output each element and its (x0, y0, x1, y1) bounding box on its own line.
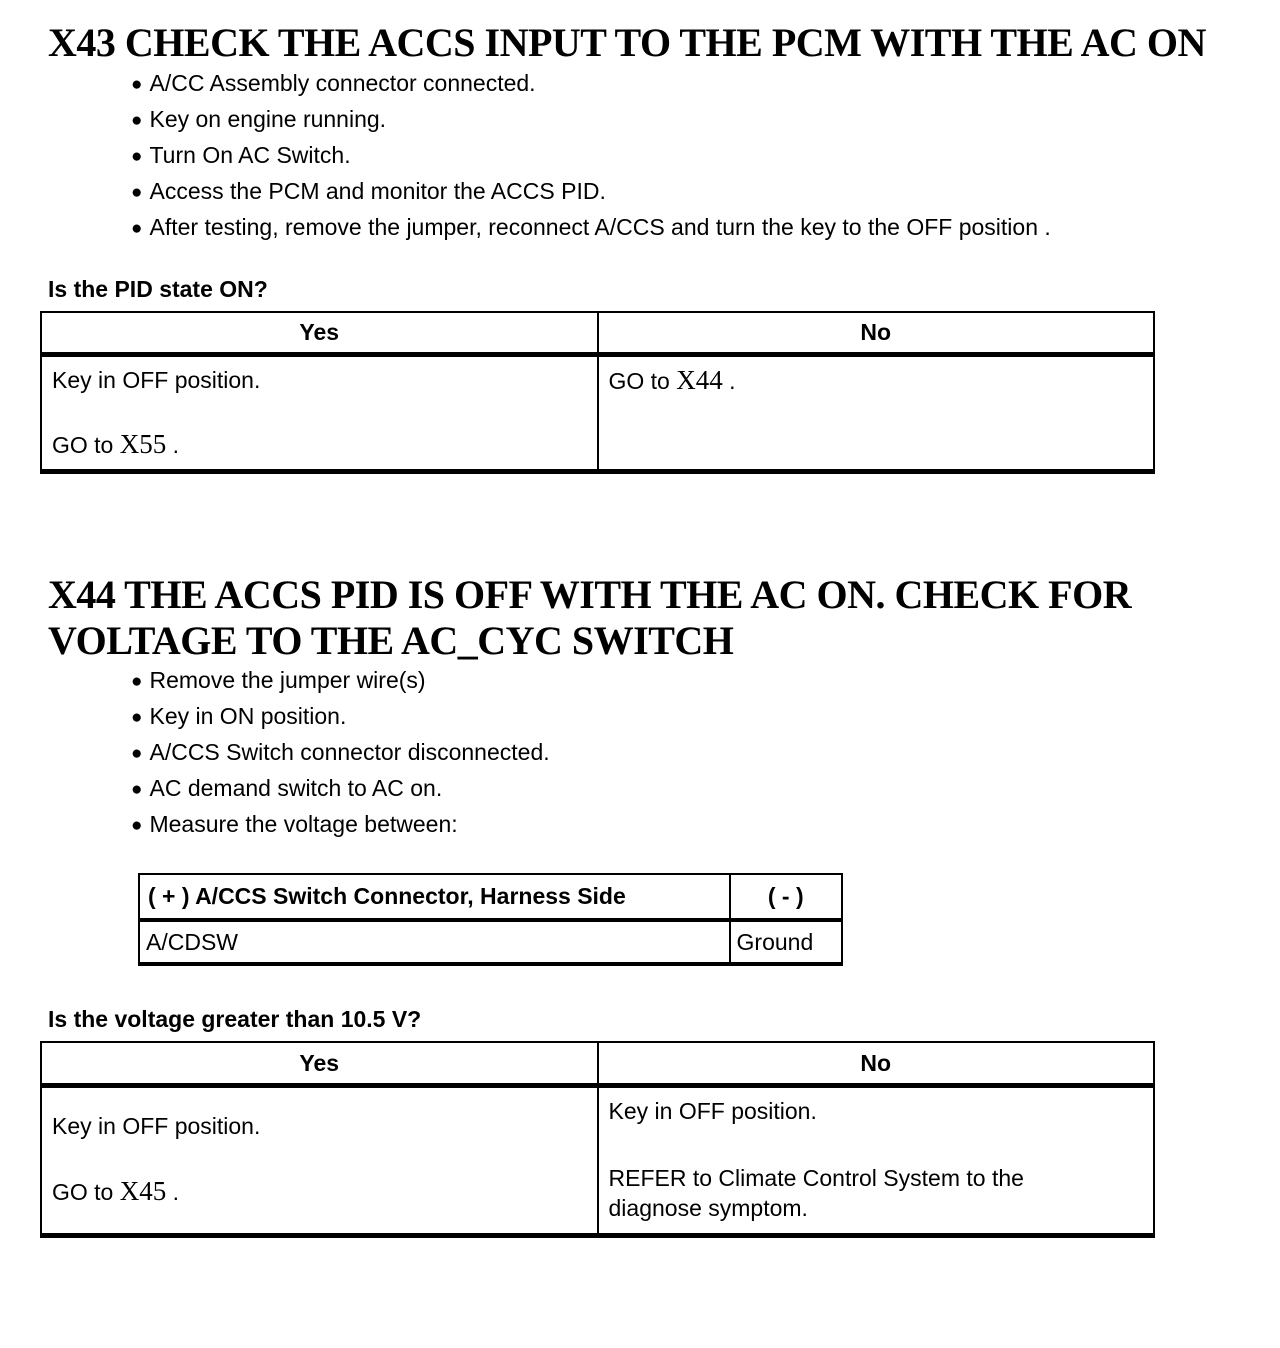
instruction-text: After testing, remove the jumper, reconnect A/CCS and turn the key to the OFF position . (149, 213, 1051, 240)
yes-result-cell (41, 355, 598, 472)
bullet-icon: ● (131, 217, 143, 239)
yes-result-cell (41, 1085, 598, 1235)
instruction-text: Turn On AC Switch. (149, 141, 351, 168)
decision-table-header-row (41, 1042, 1154, 1085)
bullet-icon: ● (131, 109, 143, 131)
yes-action-text: Key in OFF position. (52, 1112, 261, 1139)
instruction-text: Measure the voltage between: (149, 811, 458, 838)
instruction-text: A/CC Assembly connector connected. (149, 69, 536, 96)
no-result-cell (598, 1085, 1155, 1235)
measurement-body-row (139, 920, 842, 964)
instruction-item (131, 174, 1280, 210)
instruction-item (131, 210, 1280, 246)
instruction-item (131, 138, 1280, 174)
bullet-icon: ● (131, 779, 143, 801)
no-refer-text: REFER to Climate Control System to the diagnose symptom. (608, 1164, 1024, 1221)
x43-decision-table (40, 311, 1155, 475)
yes-column-header: Yes (41, 312, 598, 355)
instruction-text: Key on engine running. (149, 105, 387, 132)
yes-column-header: Yes (41, 1042, 598, 1085)
no-column-header: No (598, 312, 1155, 355)
x44-decision-table (40, 1041, 1155, 1238)
decision-table-header-row (41, 312, 1154, 355)
bullet-icon: ● (131, 815, 143, 837)
step-x44-title: X44 THE ACCS PID IS OFF WITH THE AC ON. CHECK FOR VOLTAGE TO THE AC_CYC SWITCH (48, 572, 1132, 663)
no-result-cell (598, 355, 1155, 472)
no-action-text: Key in OFF position. (608, 1097, 817, 1124)
x44-question: Is the voltage greater than 10.5 V? (48, 1006, 422, 1033)
go-to-x55-link[interactable]: X55 (119, 429, 167, 460)
voltage-measurement-table (138, 873, 843, 966)
bullet-icon: ● (131, 145, 143, 167)
bullet-icon: ● (131, 181, 143, 203)
negative-lead-header: ( - ) (730, 874, 842, 920)
negative-lead-value: Ground (730, 920, 842, 964)
x44-instruction-list (0, 663, 1280, 843)
step-x43-title: X43 CHECK THE ACCS INPUT TO THE PCM WITH THE AC ON (48, 20, 1206, 65)
go-suffix: . (172, 432, 180, 459)
instruction-item (131, 66, 1280, 102)
go-to-x44-link[interactable]: X44 (676, 365, 723, 396)
go-suffix: . (172, 1178, 180, 1205)
no-column-header: No (598, 1042, 1155, 1085)
instruction-text: A/CCS Switch connector disconnected. (149, 739, 550, 766)
go-prefix: GO to (52, 432, 114, 459)
instruction-item (131, 771, 1280, 807)
go-to-x45-link[interactable]: X45 (119, 1175, 167, 1206)
instruction-item (131, 735, 1280, 771)
bullet-icon: ● (131, 707, 143, 729)
instruction-item (131, 699, 1280, 735)
instruction-item (131, 663, 1280, 699)
no-go-line (609, 367, 1144, 395)
x43-instruction-list (0, 66, 1280, 246)
instruction-item (131, 102, 1280, 138)
instruction-text: Remove the jumper wire(s) (149, 667, 426, 694)
go-prefix: GO to (608, 368, 670, 395)
instruction-item (131, 807, 1280, 843)
yes-action-text: Key in OFF position. (52, 367, 261, 394)
positive-lead-value: A/CDSW (139, 920, 730, 964)
instruction-text: Access the PCM and monitor the ACCS PID. (149, 177, 606, 204)
yes-go-line (52, 1175, 587, 1206)
measurement-header-row (139, 874, 842, 920)
go-prefix: GO to (52, 1178, 114, 1205)
go-suffix: . (729, 368, 736, 395)
decision-table-body-row (41, 355, 1154, 472)
positive-lead-header: ( + ) A/CCS Switch Connector, Harness Side (139, 874, 730, 920)
yes-go-line (52, 431, 587, 459)
instruction-text: Key in ON position. (149, 703, 347, 730)
decision-table-body-row (41, 1085, 1154, 1235)
x43-question: Is the PID state ON? (48, 275, 268, 302)
bullet-icon: ● (131, 73, 143, 95)
bullet-icon: ● (131, 743, 143, 765)
bullet-icon: ● (131, 671, 143, 693)
instruction-text: AC demand switch to AC on. (149, 775, 443, 802)
